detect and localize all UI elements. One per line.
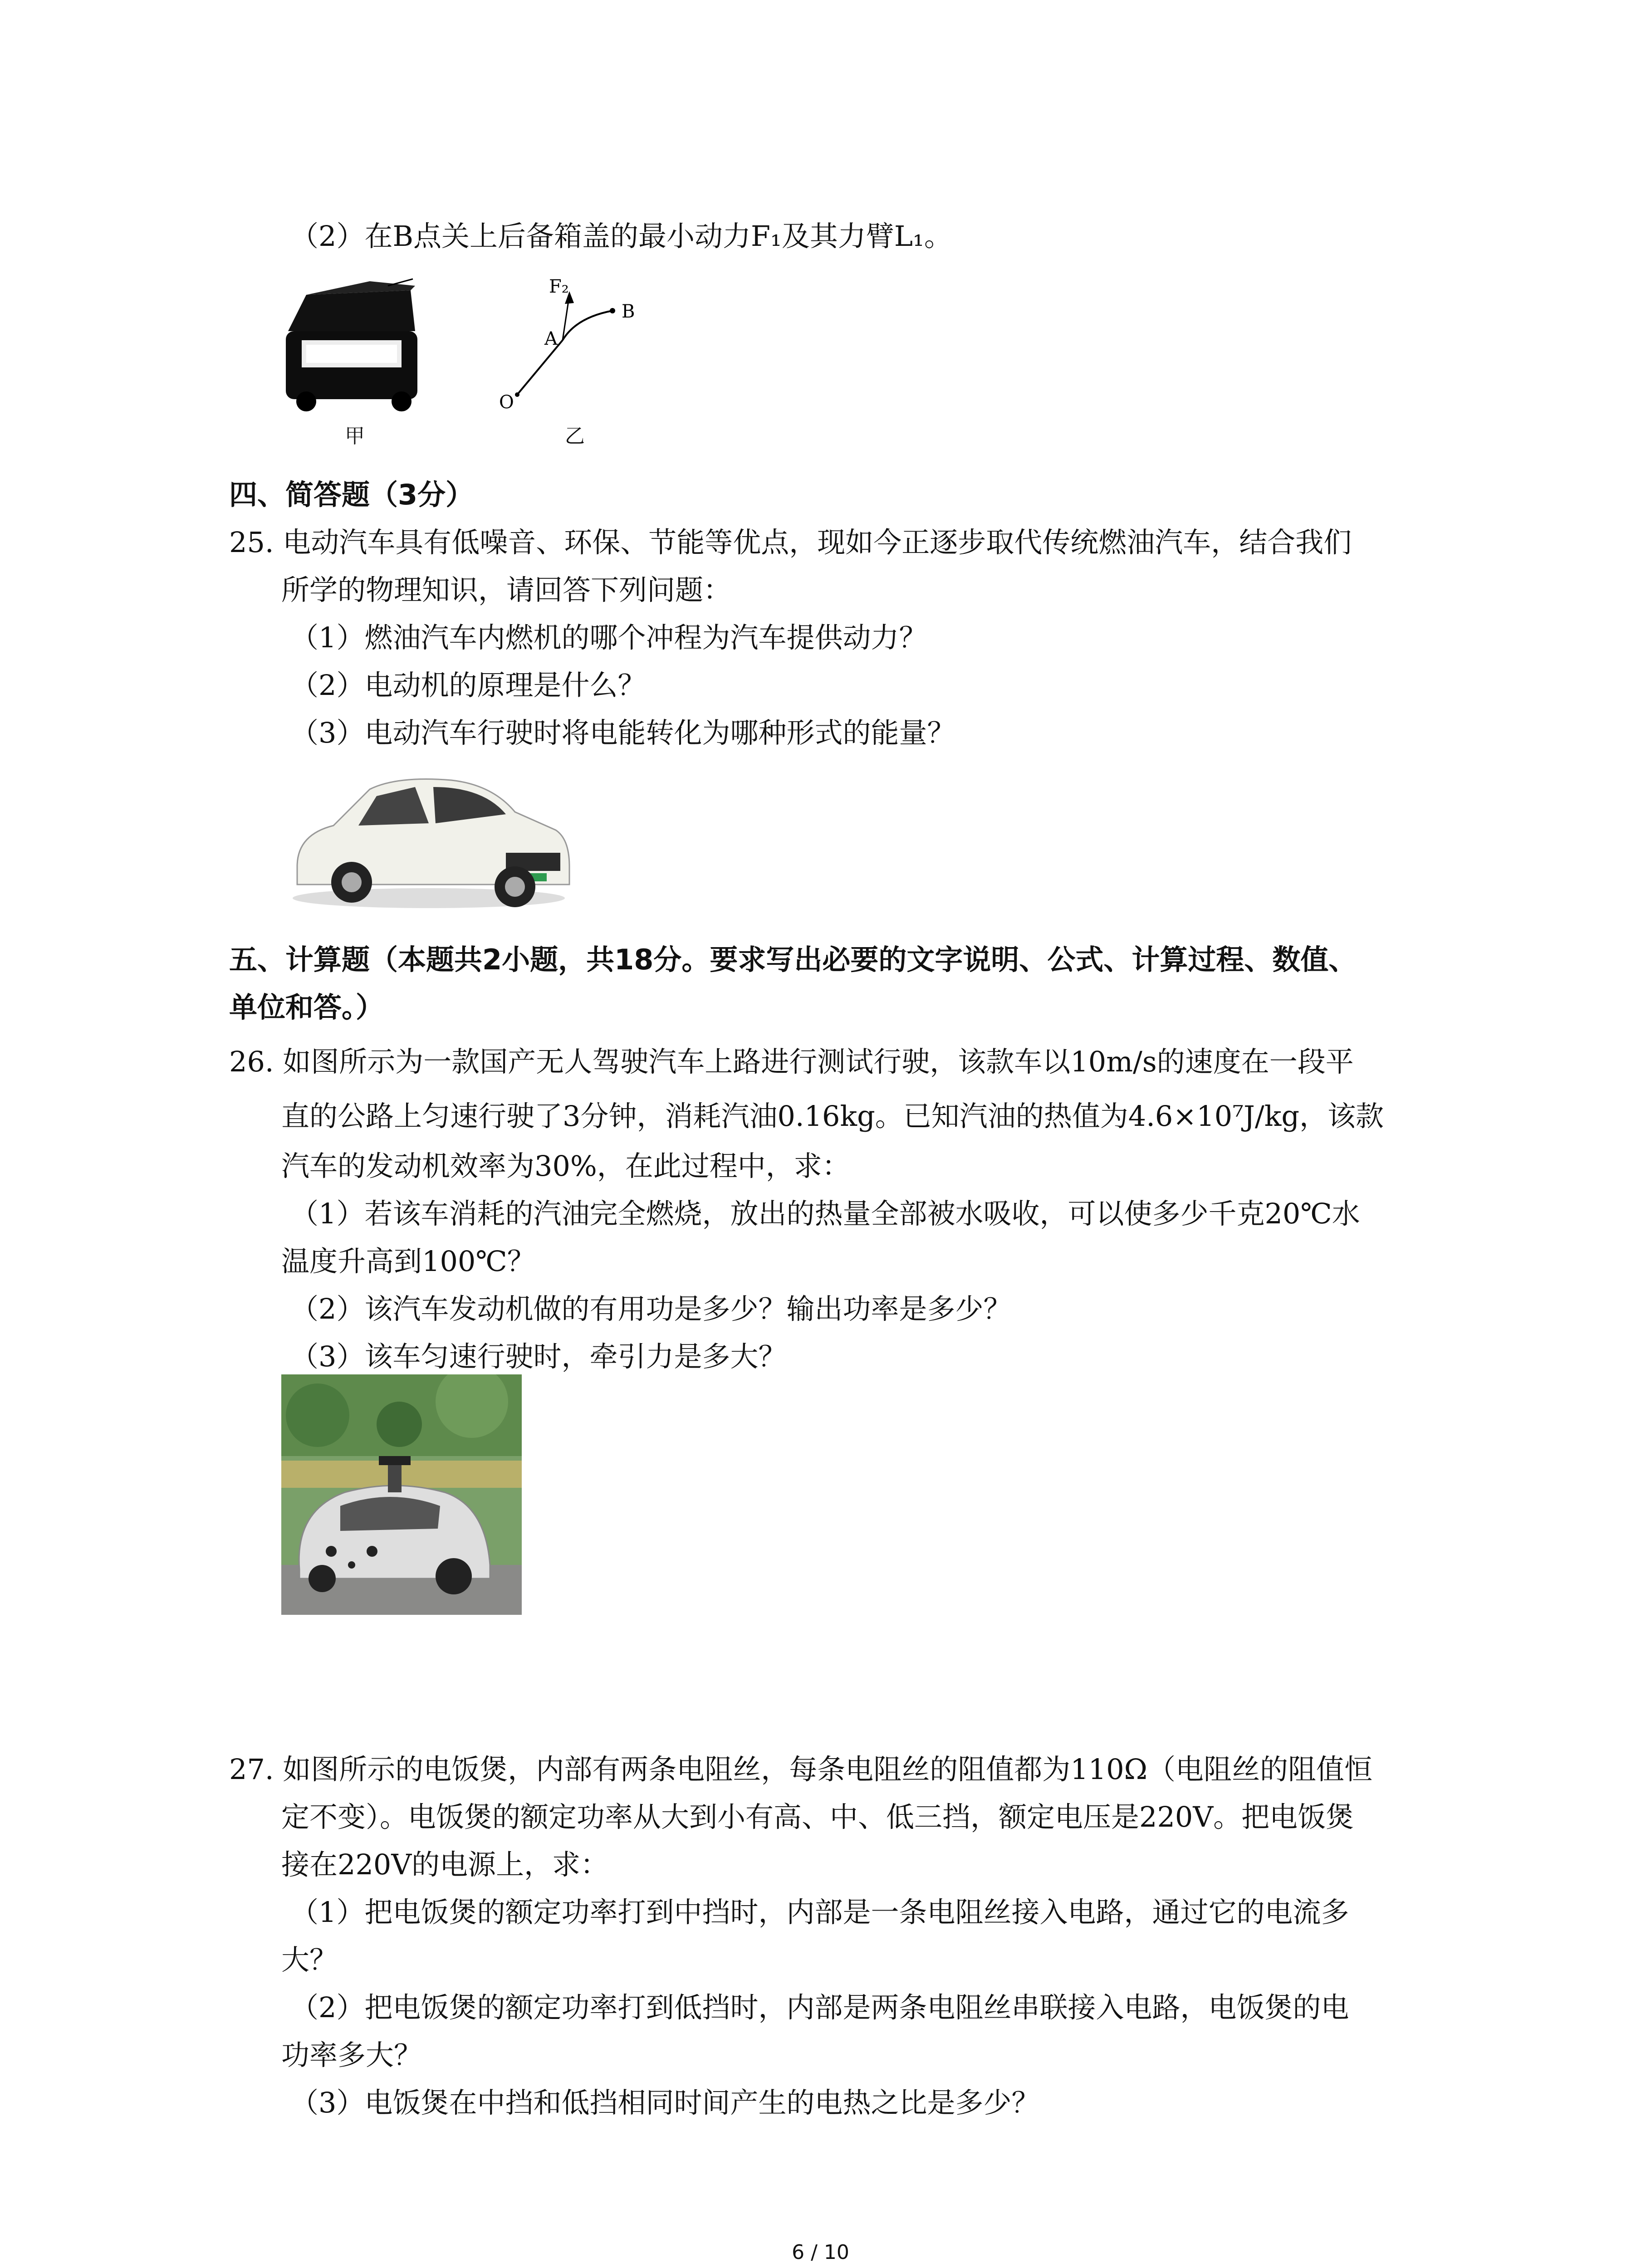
label-a: A	[544, 328, 558, 349]
q27-line3: 接在220V的电源上，求：	[281, 1848, 609, 1881]
q26-sub2: （2）该汽车发动机做的有用功是多少？输出功率是多少？	[290, 1292, 1012, 1325]
figure-caption-jia: 甲	[345, 425, 365, 448]
q26-sub1a: （1）若该车消耗的汽油完全燃烧，放出的热量全部被水吸收，可以使多少千克20℃水	[290, 1197, 1360, 1230]
q25-sub3: （3）电动汽车行驶时将电能转化为哪种形式的能量？	[290, 716, 955, 749]
q27-line1: 27. 如图所示的电饭煲，内部有两条电阻丝，每条电阻丝的阻值都为110Ω（电阻丝的阻值恒	[229, 1753, 1373, 1786]
page-number: 6 / 10	[792, 2241, 849, 2264]
q26-sub3: （3）该车匀速行驶时，牵引力是多大？	[290, 1340, 787, 1373]
q27-sub1b: 大？	[281, 1943, 338, 1976]
q26-line2: 直的公路上匀速行驶了3分钟，消耗汽油0.16kg。已知汽油的热值为4.6×10⁷J/kg，该款	[281, 1100, 1384, 1133]
q27-sub2b: 功率多大？	[281, 2038, 422, 2072]
car-trunk-figure	[279, 277, 424, 413]
q27-sub3: （3）电饭煲在中挡和低挡相同时间产生的电热之比是多少？	[290, 2086, 1040, 2119]
q25-sub2: （2）电动机的原理是什么？	[290, 669, 646, 702]
q27-sub2a: （2）把电饭煲的额定功率打到低挡时，内部是两条电阻丝串联接入电路，电饭煲的电	[290, 1991, 1349, 2024]
q27-line2: 定不变）。电饭煲的额定功率从大到小有高、中、低三挡，额定电压是220V。把电饭煲	[281, 1800, 1354, 1833]
q26-line1: 26. 如图所示为一款国产无人驾驶汽车上路进行测试行驶，该款车以10m/s的速度在一段平	[229, 1045, 1354, 1078]
lever-diagram	[490, 272, 653, 413]
section-5-line1: 五、计算题（本题共2小题，共18分。要求写出必要的文字说明、公式、计算过程、数值、	[229, 943, 1357, 976]
section-5-line2: 单位和答。）	[229, 991, 384, 1024]
section-4-title: 四、简答题（3分）	[229, 478, 474, 511]
driverless-car-image	[281, 1374, 522, 1615]
q25-sub1: （1）燃油汽车内燃机的哪个冲程为汽车提供动力？	[290, 621, 927, 654]
label-f2: F₂	[549, 276, 569, 297]
label-b: B	[622, 301, 635, 322]
label-o: O	[499, 392, 514, 413]
q26-line3: 汽车的发动机效率为30%，在此过程中，求：	[281, 1149, 850, 1183]
q25-line1: 25. 电动汽车具有低噪音、环保、节能等优点，现如今正逐步取代传统燃油汽车，结合我们	[229, 526, 1352, 559]
q26-sub1b: 温度升高到100℃？	[281, 1245, 535, 1278]
electric-car-image	[279, 762, 578, 912]
q24-part2: （2）在B点关上后备箱盖的最小动力F₁及其力臂L₁。	[290, 220, 952, 253]
q27-sub1a: （1）把电饭煲的额定功率打到中挡时，内部是一条电阻丝接入电路，通过它的电流多	[290, 1896, 1349, 1929]
q25-line2: 所学的物理知识，请回答下列问题：	[281, 573, 732, 606]
figure-caption-yi: 乙	[565, 425, 585, 448]
